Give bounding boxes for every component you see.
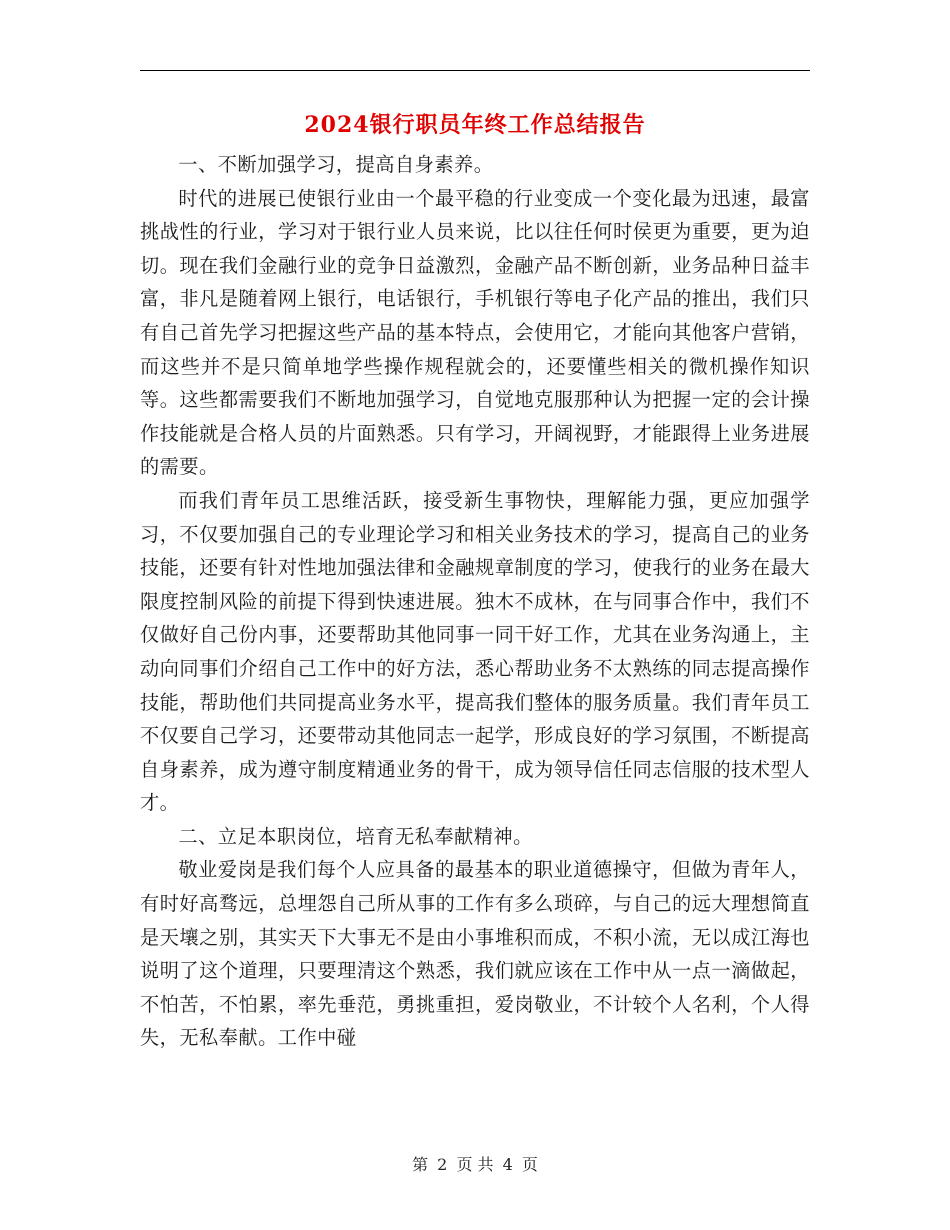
paragraph-1: 时代的进展已使银行业由一个最平稳的行业变成一个变化最为迅速，最富挑战性的行业，学习对于银行业人员来说，比以往任何时侯更为重要，更为迫切。现在我们金融行业的竞争日益激烈，金融产品不断创新，业务品种日益丰富，非凡是随着网上银行，电话银行，手机银行等电子化产品的推出，我们只有自己首先学习把握这些产品的基本特点，会使用它，才能向其他客户营销，而这些并不是只简单地学些操作规程就会的，还要懂些相关的微机操作知识等。这些都需要我们不断地加强学习，自觉地克服那种认为把握一定的会计操作技能就是合格人员的片面熟悉。只有学习，开阔视野，才能跟得上业务进展的需要。: [140, 186, 810, 479]
document-body: [140, 148, 810, 1055]
footer-prefix: 第: [412, 1155, 429, 1174]
page-footer: [0, 1152, 950, 1175]
footer-middle: 页 共: [456, 1155, 494, 1174]
footer-total-pages: 4: [502, 1155, 513, 1174]
document-title: 2024银行职员年终工作总结报告: [304, 112, 646, 138]
section-heading-1: 一、不断加强学习，提高自身素养。: [178, 153, 494, 176]
paragraph-2: 而我们青年员工思维活跃，接受新生事物快，理解能力强，更应加强学习，不仅要加强自己的专业理论学习和相关业务技术的学习，提高自己的业务技能，还要有针对性地加强法律和金融规章制度的学习，使我行的业务在最大限度控制风险的前提下得到快速进展。独木不成林，在与同事合作中，我们不仅做好自己份内事，还要帮助其他同事一同干好工作，尤其在业务沟通上，主动向同事们介绍自己工作中的好方法，悉心帮助业务不太熟练的同志提高操作技能，帮助他们共同提高业务水平，提高我们整体的服务质量。我们青年员工不仅要自己学习，还要带动其他同志一起学，形成良好的学习氛围，不断提高自身素养，成为遵守制度精通业务的骨干，成为领导信任同志信服的技术型人才。: [140, 488, 810, 815]
header-rule: [140, 70, 810, 71]
footer-page-number: 2: [437, 1155, 448, 1174]
paragraph-3: 敬业爱岗是我们每个人应具备的最基本的职业道德操守，但做为青年人，有时好高骛远，总埋怨自己所从事的工作有多么琐碎，与自己的远大理想简直是天壤之别，其实天下大事无不是由小事堆积而成，不积小流，无以成江海也说明了这个道理，只要理清这个熟悉，我们就应该在工作中从一点一滴做起，不怕苦，不怕累，率先垂范，勇挑重担，爱岗敬业，不计较个人名利，个人得失，无私奉献。工作中碰: [140, 858, 810, 1050]
section-heading-2: 二、立足本职岗位，培育无私奉献精神。: [178, 824, 533, 848]
footer-suffix: 页: [521, 1155, 538, 1174]
